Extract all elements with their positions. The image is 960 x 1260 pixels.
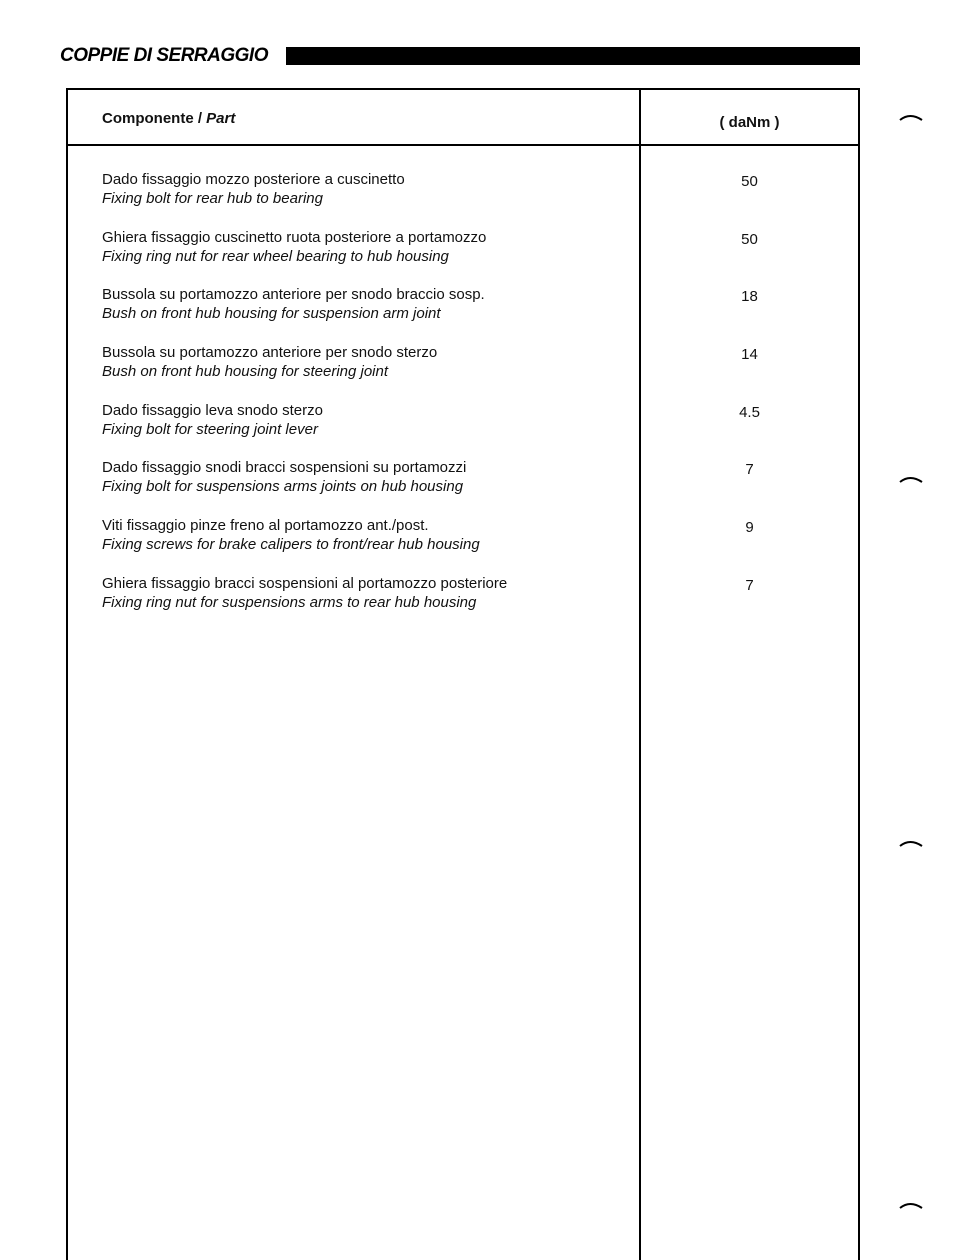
page-header [60,44,860,68]
row-part-english: Fixing ring nut for rear wheel bearing to hub housing [102,247,449,265]
row-part-english: Fixing screws for brake calipers to front/rear hub housing [102,536,480,554]
row-torque-value: 50 [741,230,758,248]
torque-table [66,88,860,1260]
table-row [68,228,858,286]
row-torque-value: 50 [741,173,758,190]
row-part-italian: Viti fissaggio pinze freno al portamozzo ant./post. [102,517,429,535]
row-part-english: Fixing bolt for rear hub to bearing [102,190,323,207]
row-part-english: Fixing ring nut for suspensions arms to rear hub housing [102,593,477,611]
row-part-italian: Bussola su portamozzo anteriore per snodo sterzo [102,344,438,362]
table-row [68,401,858,459]
row-torque-value: 9 [745,519,754,537]
column-header-part-en: Part [206,110,236,127]
row-torque-value: 7 [745,576,754,594]
row-part-italian: Ghiera fissaggio bracci sospensioni al portamozzo posteriore [102,574,508,592]
row-part-english: Bush on front hub housing for steering joint [102,363,389,381]
table-row [68,458,858,516]
margin-mark-icon [898,474,924,484]
row-torque-value: 4.5 [739,403,760,421]
row-part-english: Bush on front hub housing for suspension arm joint [102,305,441,323]
row-torque-value: 14 [741,346,758,364]
header-rule [68,144,858,146]
column-header-part [102,110,235,127]
row-torque-value: 18 [741,288,758,306]
table-body [68,170,858,632]
column-header-part-it: Componente / [102,110,207,127]
header-bar [286,47,860,65]
column-header-unit: ( daNm ) [719,114,780,131]
row-torque-value: 7 [745,461,754,479]
row-part-english: Fixing bolt for suspensions arms joints on hub housing [102,478,464,496]
table-row [68,170,858,228]
margin-mark-icon [898,838,924,848]
row-part-italian: Dado fissaggio mozzo posteriore a cuscinetto [102,171,405,188]
table-row [68,516,858,574]
row-part-english: Fixing bolt for steering joint lever [102,420,318,438]
table-row [68,574,858,632]
row-part-italian: Ghiera fissaggio cuscinetto ruota posteriore a portamozzo [102,228,487,246]
row-part-italian: Dado fissaggio snodi bracci sospensioni su portamozzi [102,459,467,477]
page-title: COPPIE DI SERRAGGIO [60,45,268,66]
margin-mark-icon [898,112,924,122]
table-row [68,343,858,401]
row-part-italian: Bussola su portamozzo anteriore per snodo braccio sosp. [102,286,485,304]
row-part-italian: Dado fissaggio leva snodo sterzo [102,401,323,419]
table-row [68,285,858,343]
margin-mark-icon [898,1200,924,1210]
